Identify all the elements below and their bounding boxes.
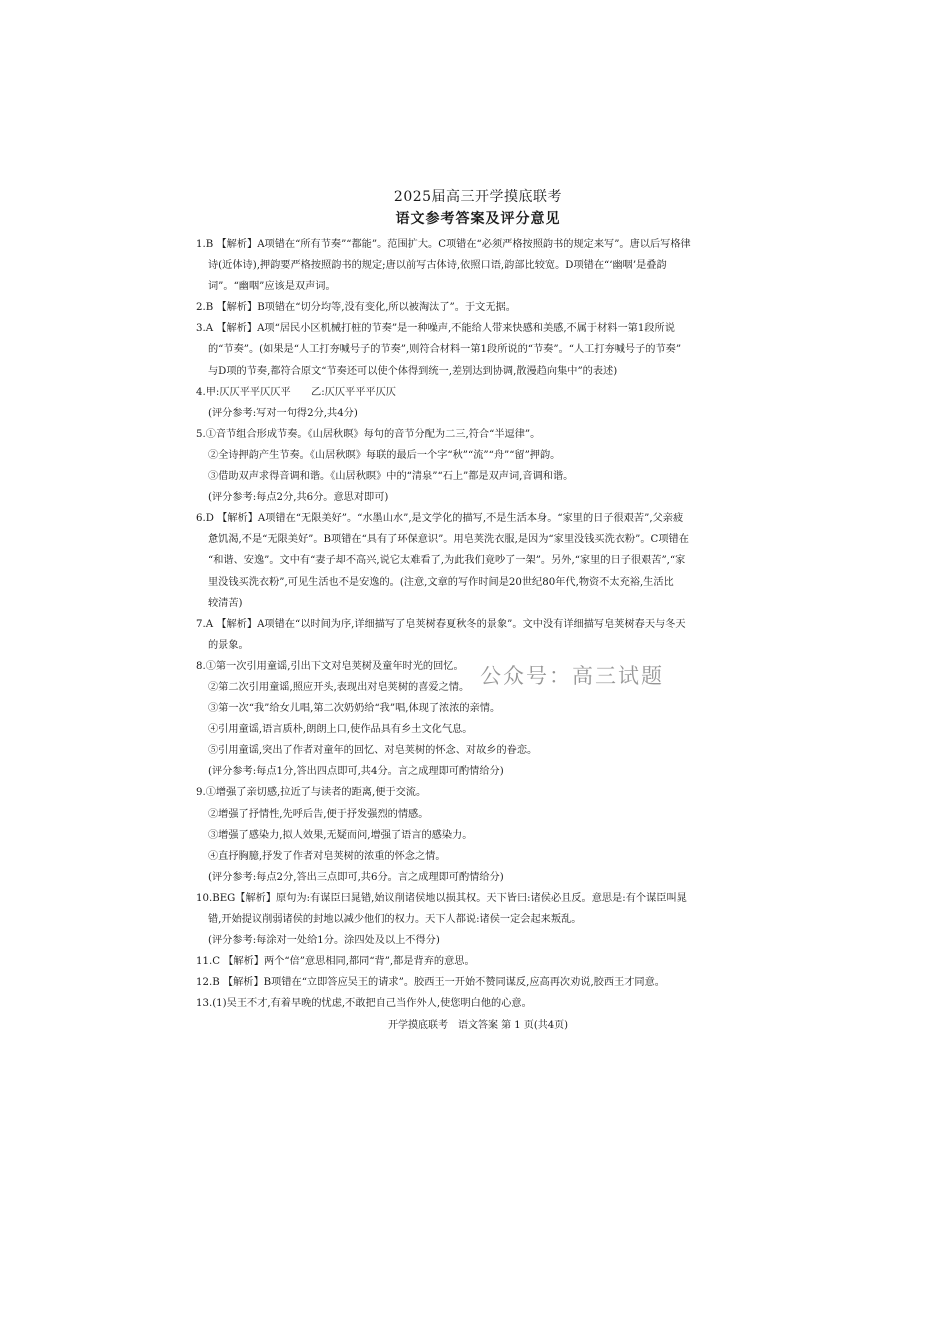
- answer-line: ④引用童谣,语言质朴,朗朗上口,使作品具有乡土文化气息。: [208, 724, 473, 736]
- answer-line: 2.B 【解析】B项错在“切分均等,没有变化,所以被淘汰了”。于文无据。: [196, 302, 516, 314]
- scoring-note: (评分参考:每涂对一处给1分。涂四处及以上不得分): [208, 935, 440, 947]
- answer-line: 5.①音节组合形成节奏。《山居秋暝》每句的音节分配为二三,符合“半逗律”。: [196, 428, 541, 440]
- answer-line: 的景象。: [208, 639, 249, 651]
- answer-line: 词”。“幽咽”应该是双声词。: [208, 281, 336, 293]
- watermark-text: 公众号：高三试题: [480, 664, 664, 688]
- answer-line: ③第一次“我”给女儿唱,第二次奶奶给“我”唱,体现了浓浓的亲情。: [208, 703, 501, 715]
- answer-line: 13.(1)吴王不才,有着早晚的忧虑,不敢把自己当作外人,使您明白他的心意。: [196, 998, 532, 1010]
- answer-line: ③借助双声求得音调和谐。《山居秋暝》中的“清泉”“石上”都是双声词,音调和谐。: [208, 471, 574, 483]
- answer-line: 7.A 【解析】A项错在“以时间为序,详细描写了皂荚树春夏秋冬的景象”。文中没有详细描写皂荚树春天与冬天: [196, 618, 686, 630]
- answer-line: “和谐、安逸”。文中有“妻子却不高兴,说它太难看了,为此我们竟吵了一架”。另外,“家里的日子很艰苦”,“家: [208, 555, 686, 567]
- answer-line: 错,开始提议削弱诸侯的封地以减少他们的权力。天下人都说:诸侯一定会起来叛乱。: [208, 914, 582, 925]
- answer-line: 里没钱买洗衣粉”,可见生活也不是安逸的。(注意,文章的写作时间是20世纪80年代,物资不太充裕,生活比: [208, 576, 674, 588]
- answer-line: ③增强了感染力,拟人效果,无疑而问,增强了语言的感染力。: [208, 829, 473, 841]
- answer-line: 9.①增强了亲切感,拉近了与读者的距离,便于交流。: [196, 787, 427, 799]
- answer-line: ②全诗押韵产生节奏。《山居秋暝》每联的最后一个字“秋”“流”“舟”“留”押韵。: [208, 449, 561, 461]
- document-subtitle: 语文参考答案及评分意见: [395, 211, 561, 227]
- answer-line: 4.甲:仄仄平平仄仄平 乙:仄仄平平平仄仄: [196, 386, 396, 398]
- answer-line: ④直抒胸臆,抒发了作者对皂荚树的浓重的怀念之情。: [208, 850, 446, 862]
- answer-line: 11.C 【解析】两个“倍”意思相同,都同“背”,都是背弃的意思。: [196, 956, 475, 968]
- answer-line: 6.D 【解析】A项错在“无限美好”。“水墨山水”,是文学化的描写,不是生活本身。“家里的日子很艰苦”,父亲疲: [196, 513, 684, 525]
- page-footer: 开学摸底联考 语文答案 第 1 页(共4页): [387, 1020, 569, 1032]
- answer-line: 1.B 【解析】A项错在“所有节奏”“都能”。范围扩大。C项错在“必须严格按照韵书的规定来写”。唐以后写格律: [196, 239, 691, 250]
- scoring-note: (评分参考:每点2分,答出三点即可,共6分。言之成理即可酌情给分): [208, 871, 504, 883]
- scoring-note: (评分参考:每点2分,共6分。意思对即可): [208, 492, 389, 504]
- answer-line: ⑤引用童谣,突出了作者对童年的回忆、对皂荚树的怀念、对故乡的眷恋。: [208, 745, 538, 757]
- answer-line: 诗(近体诗),押韵要严格按照韵书的规定;唐以前写古体诗,依照口语,韵部比较宽。D项错在“‘幽咽’是叠韵: [208, 260, 667, 272]
- answer-line: 较清苦): [208, 597, 243, 609]
- answer-line: ②增强了抒情性,先呼后告,便于抒发强烈的情感。: [208, 808, 429, 820]
- answer-line: ②第二次引用童谣,照应开头,表现出对皂荚树的喜爱之情。: [208, 681, 470, 693]
- scoring-note: (评分参考:写对一句得2分,共4分): [208, 407, 358, 419]
- answer-line: 10.BEG【解析】原句为:有谋臣曰晁错,始议削诸侯地以损其权。天下皆曰:诸侯必且反。意思是:有个谋臣叫晁: [196, 892, 687, 904]
- answer-line: 惫饥渴,不是“无限美好”。B项错在“具有了环保意识”。用皂荚洗衣服,是因为“家里没钱买洗衣粉”。C项错在: [208, 534, 689, 546]
- answer-line: 与D项的节奏,都符合原文“节奏还可以使个体得到统一,差别达到协调,散漫趋向集中”的表述): [208, 365, 618, 377]
- answer-line: 8.①第一次引用童谣,引出下文对皂荚树及童年时光的回忆。: [196, 660, 464, 672]
- document-page: [196, 186, 760, 1036]
- answer-line: 的“节奏”。(如果是“人工打夯喊号子的节奏”,则符合材料一第1段所说的“节奏”。“人工打夯喊号子的节奏”: [208, 344, 682, 356]
- answer-line: 3.A 【解析】A项“居民小区机械打桩的节奏”是一种噪声,不能给人带来快感和美感,不属于材料一第1段所说: [196, 323, 675, 335]
- scoring-note: (评分参考:每点1分,答出四点即可,共4分。言之成理即可酌情给分): [208, 766, 504, 778]
- document-title: 2025届高三开学摸底联考: [393, 189, 563, 205]
- answer-line: 12.B 【解析】B项错在“立即答应吴王的请求”。胶西王一开始不赞同谋反,应高再次劝说,胶西王才同意。: [196, 977, 665, 989]
